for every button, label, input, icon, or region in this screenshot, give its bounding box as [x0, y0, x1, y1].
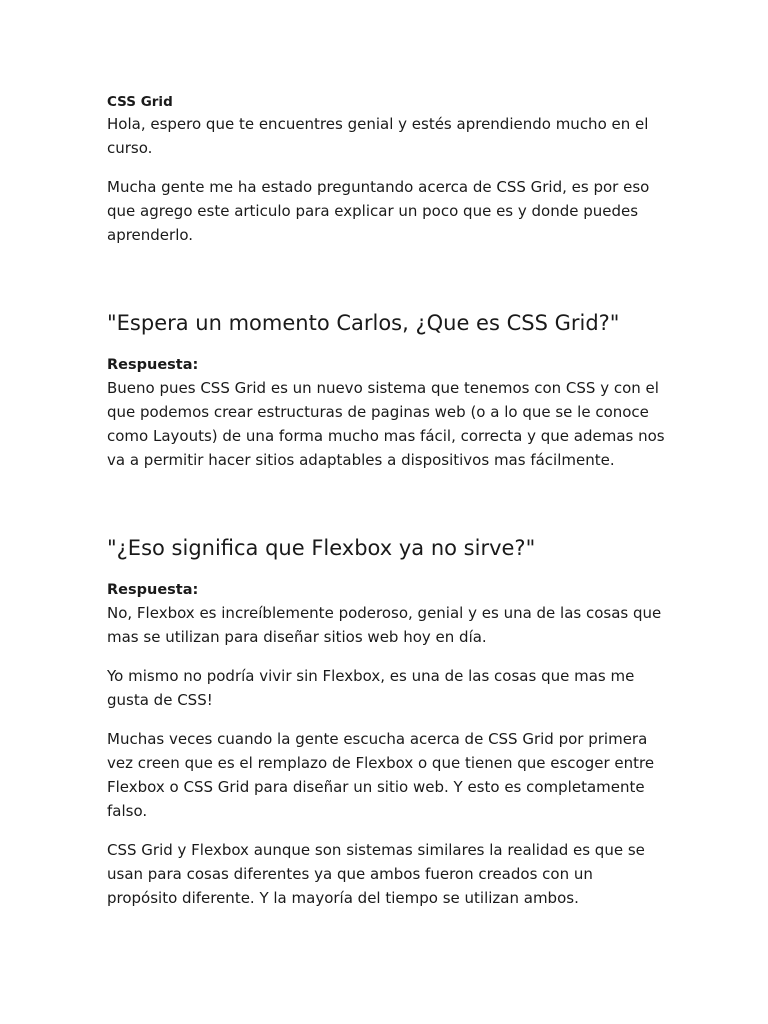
answer-paragraph: Yo mismo no podría vivir sin Flexbox, es una de las cosas que mas me gusta de CSS!: [107, 667, 635, 709]
document-body: [107, 92, 667, 910]
section-heading: "Espera un momento Carlos, ¿Que es CSS Grid?": [107, 311, 620, 335]
answer-paragraph: Bueno pues CSS Grid es un nuevo sistema que tenemos con CSS y con el que podemos crear estructuras de paginas web (o a lo que se le conoce como Layouts) de una forma mucho mas fácil, correcta y que ademas nos va a permitir hacer sitios adaptables a dispositivos mas fácilmente.: [107, 379, 665, 469]
document-title: CSS Grid: [107, 94, 173, 110]
answer-paragraph: No, Flexbox es increíblemente poderoso, genial y es una de las cosas que mas se utilizan para diseñar sitios web hoy en día.: [107, 604, 662, 646]
intro-paragraph: Mucha gente me ha estado preguntando acerca de CSS Grid, es por eso que agrego este articulo para explicar un poco que es y donde puedes aprenderlo.: [107, 178, 650, 244]
answer-paragraph: CSS Grid y Flexbox aunque son sistemas similares la realidad es que se usan para cosas diferentes ya que ambos fueron creados con un propósito diferente. Y la mayoría del tiempo se utilizan ambos.: [107, 841, 645, 907]
section-heading: "¿Eso significa que Flexbox ya no sirve?": [107, 536, 536, 560]
answer-label: Respuesta:: [107, 582, 199, 598]
answer-label: Respuesta:: [107, 357, 199, 373]
answer-paragraph: Muchas veces cuando la gente escucha acerca de CSS Grid por primera vez creen que es el remplazo de Flexbox o que tienen que escoger entre Flexbox o CSS Grid para diseñar un sitio web. Y esto es completamente falso.: [107, 730, 655, 820]
intro-paragraph: Hola, espero que te encuentres genial y estés aprendiendo mucho en el curso.: [107, 115, 649, 157]
